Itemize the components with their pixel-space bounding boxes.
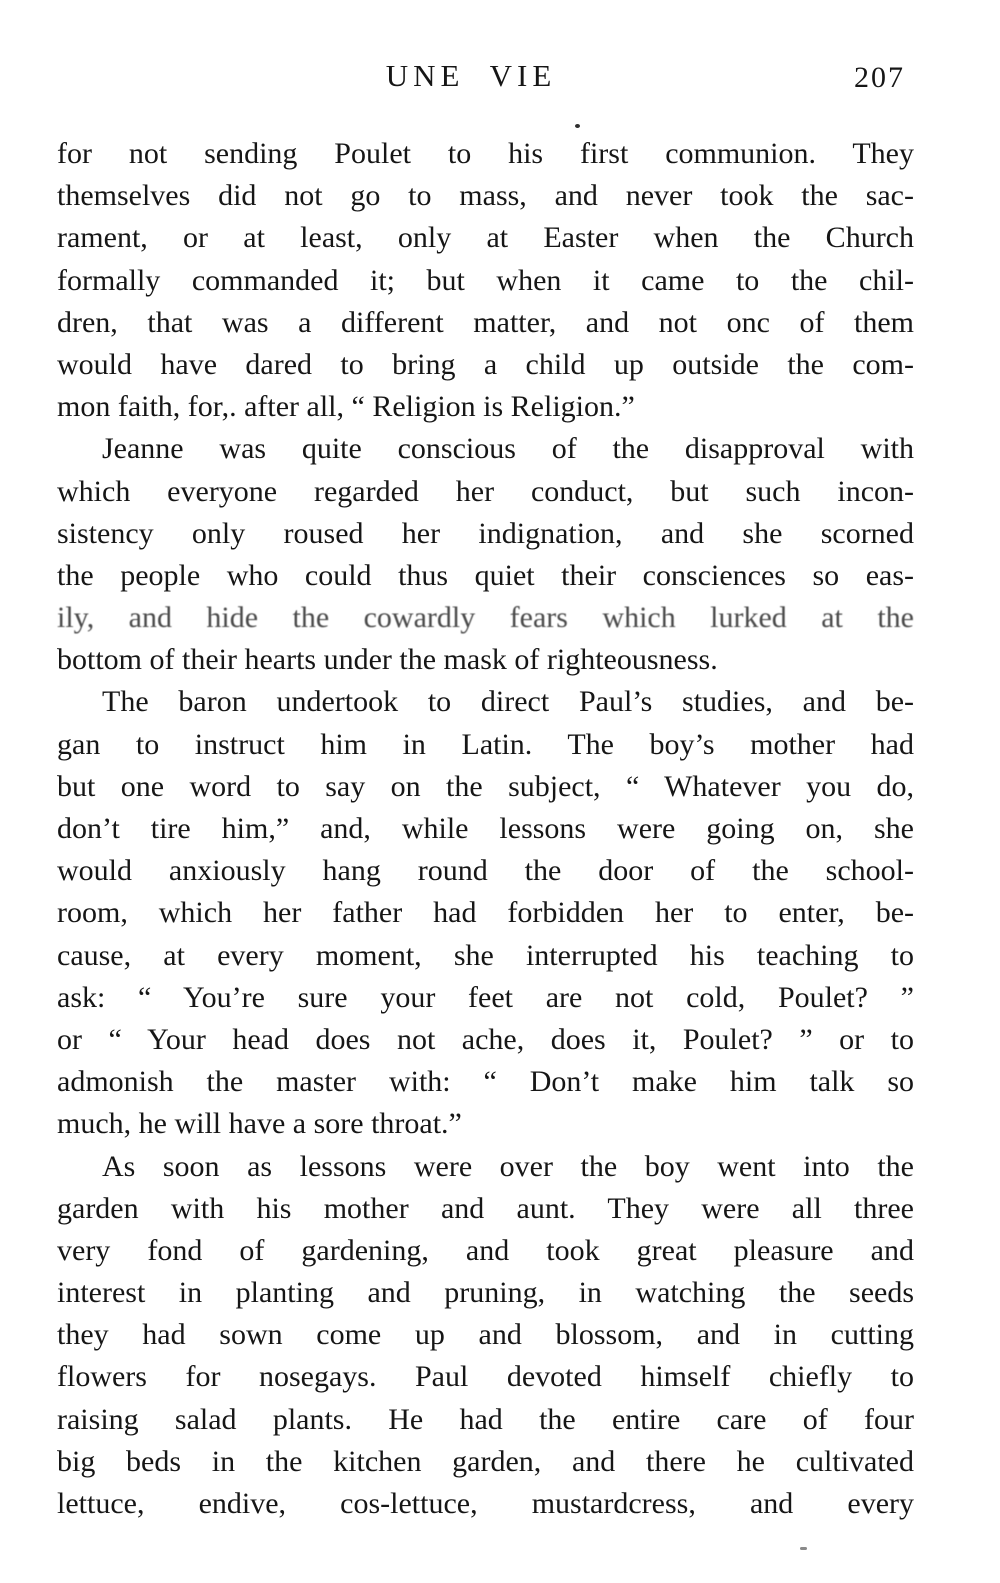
text-line: The baron undertook to direct Paul’s studies, and be- [102,685,914,719]
text-line: the people who could thus quiet their consciences so eas- [57,558,914,592]
text-line: ily, and hide the cowardly fears which lurked at the [57,601,914,635]
text-line: room, which her father had forbidden her to enter, be- [57,896,914,930]
text-line: As soon as lessons were over the boy went into the [102,1149,914,1183]
scan-artifact-dash [800,1547,807,1550]
text-line: would anxiously hang round the door of the school- [57,854,914,888]
text-line: much, he will have a sore throat.” [57,1107,462,1141]
running-title: UNE VIE [385,58,557,93]
text-line: raising salad plants. He had the entire care of four [57,1402,914,1436]
text-line: which everyone regarded her conduct, but such incon- [57,474,914,508]
text-line: formally commanded it; but when it came to the chil- [57,263,914,297]
text-line: cause, at every moment, she interrupted his teaching to [57,938,914,972]
text-line: they had sown come up and blossom, and in cutting [57,1318,914,1352]
text-line: gan to instruct him in Latin. The boy’s mother had [57,727,914,761]
text-line: interest in planting and pruning, in watching the seeds [57,1276,914,1310]
text-line: or “ Your head does not ache, does it, Poulet? ” or to [57,1022,914,1056]
text-line: big beds in the kitchen garden, and there he cultivated [57,1444,914,1478]
text-line: flowers for nosegays. Paul devoted himself chiefly to [57,1360,914,1394]
text-block [57,133,914,1525]
text-line: rament, or at least, only at Easter when the Church [57,221,914,255]
page-number: 207 [854,61,905,94]
text-line: garden with his mother and aunt. They were all three [57,1191,914,1225]
text-line: would have dared to bring a child up outside the com- [57,347,914,381]
text-line: Jeanne was quite conscious of the disapproval with [102,432,914,466]
text-line: but one word to say on the subject, “ Whatever you do, [57,769,914,803]
text-line: themselves did not go to mass, and never took the sac- [57,179,914,213]
text-line: don’t tire him,” and, while lessons were going on, she [57,812,914,845]
scan-artifact-dot [575,124,580,128]
text-line: admonish the master with: “ Don’t make him talk so [57,1065,914,1099]
text-line: for not sending Poulet to his first communion. They [57,137,914,170]
text-line: ask: “ You’re sure your feet are not cold, Poulet? ” [57,980,914,1014]
text-line: lettuce, endive, cos-lettuce, mustardcress, and every [57,1487,914,1520]
text-line: sistency only roused her indignation, and she scorned [57,516,914,550]
running-head [0,56,1000,100]
text-line: dren, that was a different matter, and not onc of them [57,305,914,339]
text-line: very fond of gardening, and took great pleasure and [57,1233,914,1267]
text-line: bottom of their hearts under the mask of righteousness. [57,643,718,677]
text-line: mon faith, for,. after all, “ Religion is Religion.” [57,390,635,424]
